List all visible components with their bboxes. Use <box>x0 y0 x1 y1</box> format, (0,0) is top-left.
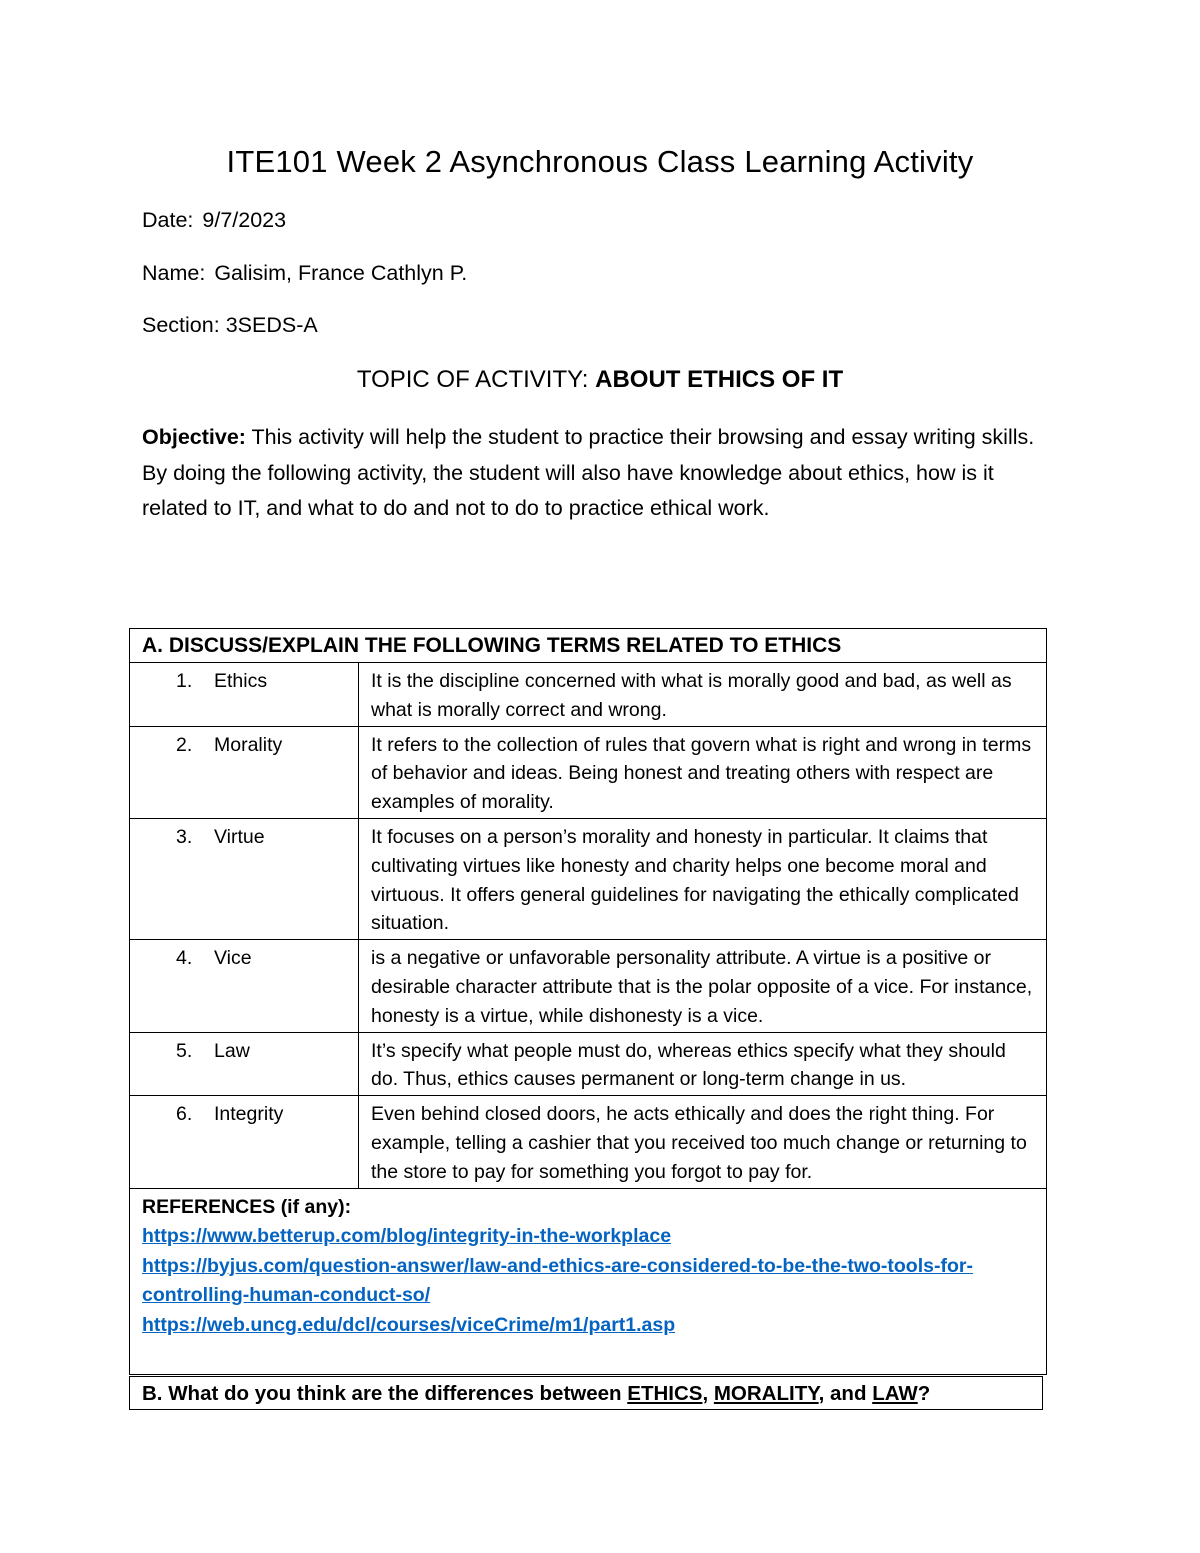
term-number: 3. <box>176 825 193 848</box>
term-number: 5. <box>176 1039 193 1062</box>
term-definition: Even behind closed doors, he acts ethically and does the right thing. For example, telling a cashier that you received too much change or returning to the store to pay for something you forgot to pay for. <box>359 1096 1047 1188</box>
term-number: 6. <box>176 1103 193 1126</box>
comma: , <box>702 1382 709 1405</box>
reference-link[interactable]: https://web.uncg.edu/dcl/courses/viceCrime/m1/part1.asp <box>142 1313 676 1336</box>
term-name: Ethics <box>214 670 268 692</box>
table-row <box>130 726 1047 818</box>
and-text: , and <box>818 1382 867 1405</box>
section-label: Section: <box>142 313 220 337</box>
term-number: 4. <box>176 947 193 970</box>
topic-line <box>0 366 1200 394</box>
table-row <box>130 940 1047 1032</box>
section-value: 3SEDS-A <box>225 313 318 337</box>
date-line <box>142 208 286 233</box>
document-title: ITE101 Week 2 Asynchronous Class Learning Activity <box>226 144 974 179</box>
term-name: Vice <box>214 947 252 970</box>
term-definition: It’s specify what people must do, whereas ethics specify what they should do. Thus, ethics causes permanent or long-term change in us. <box>359 1032 1047 1096</box>
topic-value: ABOUT ETHICS OF IT <box>595 366 844 393</box>
term-definition: It is the discipline concerned with what is morally good and bad, as well as what is morally correct and wrong. <box>359 663 1047 727</box>
term-definition: It refers to the collection of rules that govern what is right and wrong in terms of behavior and ideas. Being honest and treating others with respect are examples of morality. <box>359 726 1047 818</box>
section-line <box>142 313 318 338</box>
table-row <box>130 1032 1047 1096</box>
date-label: Date: <box>142 208 194 232</box>
term-law: LAW <box>872 1382 918 1405</box>
term-ethics: ETHICS <box>627 1382 703 1405</box>
section-b-question <box>129 1376 1043 1410</box>
objective-label: Objective: <box>142 425 246 449</box>
objective-text: This activity will help the student to practice their browsing and essay writing skills. By doing the following activity, the student will also have knowledge about ethics, how is it related to IT, and what to do and not to do to practice ethical work. <box>142 425 1035 520</box>
section-a-header: A. DISCUSS/EXPLAIN THE FOLLOWING TERMS RELATED TO ETHICS <box>130 629 1047 663</box>
term-definition: It focuses on a person’s morality and honesty in particular. It claims that cultivating virtues like honesty and charity helps one become moral and virtuous. It offers general guidelines for navigating the ethically complicated situation. <box>359 818 1047 939</box>
date-value: 9/7/2023 <box>202 208 287 232</box>
section-b-prefix: B. <box>142 1382 163 1405</box>
term-name: Integrity <box>214 1103 284 1126</box>
table-row <box>130 1096 1047 1188</box>
terms-table <box>129 628 1047 1375</box>
term-morality: MORALITY <box>713 1382 819 1405</box>
term-name: Morality <box>214 733 283 756</box>
name-line <box>142 261 467 286</box>
question-mark: ? <box>917 1382 931 1405</box>
table-row <box>130 818 1047 939</box>
objective-paragraph <box>142 420 1062 527</box>
table-row <box>130 663 1047 727</box>
reference-link[interactable]: https://www.betterup.com/blog/integrity-in-the-workplace <box>142 1225 672 1248</box>
term-number: 2. <box>176 733 193 756</box>
name-label: Name: <box>142 261 206 285</box>
section-b-text: What do you think are the differences between <box>168 1382 622 1405</box>
term-name: Law <box>214 1039 250 1062</box>
topic-label: TOPIC OF ACTIVITY: <box>356 366 589 393</box>
reference-link[interactable]: https://byjus.com/question-answer/law-and-ethics-are-considered-to-be-the-two-tools-for-controlling-human-conduct-so/ <box>142 1254 973 1307</box>
references-label: REFERENCES (if any): <box>142 1195 352 1218</box>
term-name: Virtue <box>214 825 265 848</box>
term-number: 1. <box>176 670 193 692</box>
term-definition: is a negative or unfavorable personality attribute. A virtue is a positive or desirable character attribute that is the polar opposite of a vice. For instance, honesty is a virtue, while dishonesty is a vice. <box>359 940 1047 1032</box>
references-cell <box>130 1188 1047 1375</box>
name-value: Galisim, France Cathlyn P. <box>214 261 468 285</box>
